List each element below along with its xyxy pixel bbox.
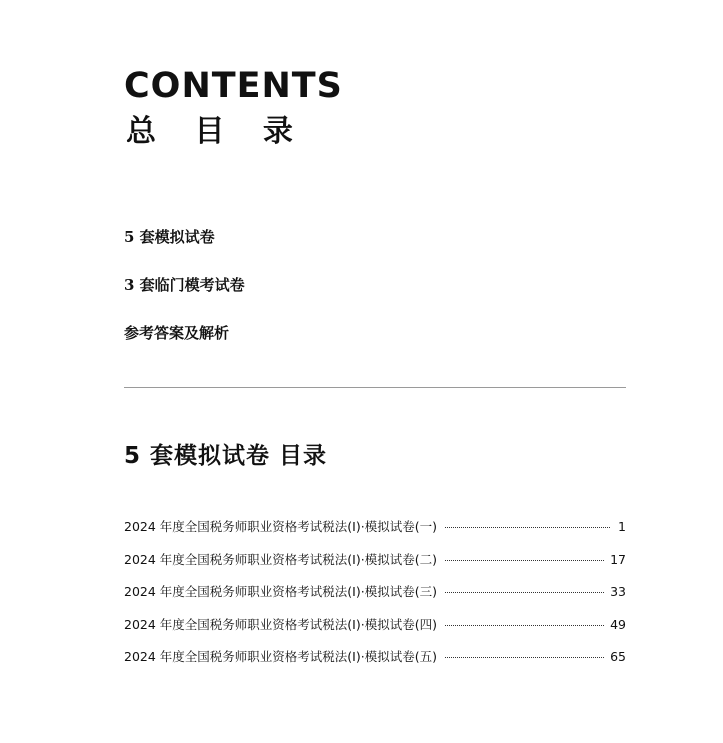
toc-entry-page: 33 bbox=[610, 584, 626, 599]
dot-leader bbox=[445, 592, 604, 593]
table-of-contents bbox=[124, 517, 626, 680]
toc-entry-page: 65 bbox=[610, 649, 626, 664]
toc-entry-page: 49 bbox=[610, 616, 626, 632]
toc-entry-title: 2024 年度全国税务师职业资格考试税法(Ⅰ)·模拟试卷(三) bbox=[124, 584, 437, 599]
overview-item-answers[interactable]: 参考答案及解析 bbox=[124, 324, 230, 342]
overview-item-final-papers[interactable]: 3 套临门模考试卷 bbox=[124, 276, 245, 294]
section-title: 5 套模拟试卷 目录 bbox=[124, 443, 328, 469]
toc-entry-title: 2024 年度全国税务师职业资格考试税法(Ⅰ)·模拟试卷(五) bbox=[124, 649, 437, 664]
toc-entry[interactable] bbox=[124, 550, 626, 570]
dot-leader bbox=[445, 625, 604, 626]
dot-leader bbox=[445, 657, 604, 658]
toc-entry-title: 2024 年度全国税务师职业资格考试税法(Ⅰ)·模拟试卷(四) bbox=[124, 616, 437, 632]
toc-entry-title: 2024 年度全国税务师职业资格考试税法(Ⅰ)·模拟试卷(一) bbox=[124, 519, 437, 534]
toc-entry-page: 17 bbox=[610, 551, 626, 567]
toc-entry[interactable] bbox=[124, 647, 626, 667]
toc-entry[interactable] bbox=[124, 517, 626, 537]
section-divider bbox=[124, 387, 626, 388]
contents-title-english: CONTENTS bbox=[124, 66, 343, 106]
toc-entry[interactable] bbox=[124, 582, 626, 602]
dot-leader bbox=[445, 560, 604, 561]
dot-leader bbox=[445, 527, 610, 528]
contents-title-chinese: 总 目 录 bbox=[126, 114, 307, 149]
toc-entry-title: 2024 年度全国税务师职业资格考试税法(Ⅰ)·模拟试卷(二) bbox=[124, 551, 437, 567]
overview-item-mock-papers[interactable]: 5 套模拟试卷 bbox=[124, 228, 215, 246]
toc-entry[interactable] bbox=[124, 615, 626, 635]
toc-entry-page: 1 bbox=[618, 519, 626, 534]
overview-list bbox=[124, 226, 624, 370]
